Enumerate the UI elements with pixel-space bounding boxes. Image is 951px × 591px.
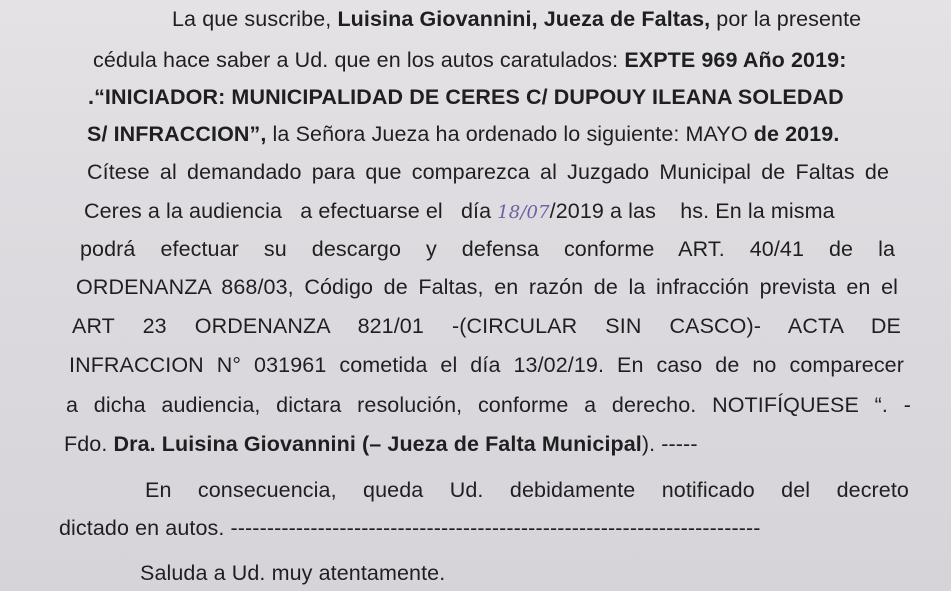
text-line-7: podrá efectuar su descargo y defensa conforme ART. 40/41 de la bbox=[80, 237, 895, 261]
text-line-11: a dicha audiencia, dictara resolución, conforme a derecho. NOTIFÍQUESE “. - bbox=[66, 393, 911, 417]
text-line-15: Saluda a Ud. muy atentamente. bbox=[140, 561, 446, 585]
text-line-5: Cítese al demandado para que comparezca al Juzgado Municipal de Faltas de bbox=[87, 160, 889, 184]
case-number: EXPTE 969 Año 2019: bbox=[624, 48, 847, 72]
text-line-10: INFRACCION N° 031961 cometida el día 13/02/19. En caso de no comparecer bbox=[69, 353, 904, 377]
case-title-end: S/ INFRACCION”, bbox=[87, 122, 267, 146]
signature-name: Dra. Luisina Giovannini (– Jueza de Falta Municipal bbox=[113, 432, 642, 456]
text-line-13: En consecuencia, queda Ud. debidamente notificado del decreto bbox=[145, 478, 909, 502]
text-line-3 bbox=[88, 82, 844, 112]
text-line-12: Fdo. Dra. Luisina Giovannini (– Jueza de Falta Municipal). ----- bbox=[64, 432, 698, 456]
text-line-2: cédula hace saber a Ud. que en los autos caratulados: EXPTE 969 Año 2019: bbox=[93, 48, 847, 72]
text-line-8: ORDENANZA 868/03, Código de Faltas, en razón de la infracción prevista en el bbox=[76, 275, 898, 299]
text-line-9: ART 23 ORDENANZA 821/01 -(CIRCULAR SIN CASCO)- ACTA DE bbox=[72, 314, 901, 338]
case-title: .“INICIADOR: MUNICIPALIDAD DE CERES C/ DUPOUY ILEANA SOLEDAD bbox=[88, 85, 844, 109]
text-line-1: La que suscribe, Luisina Giovannini, Jueza de Faltas, por la presente bbox=[172, 7, 862, 31]
text-line-4: S/ INFRACCION”, la Señora Jueza ha ordenado lo siguiente: MAYO de 2019. bbox=[87, 122, 840, 146]
order-date: de 2019. bbox=[753, 122, 840, 146]
text-line-14: dictado en autos. ------------------------------------------------------------------------- bbox=[59, 516, 761, 540]
text-line-6: Ceres a la audiencia a efectuarse el día 18/07/2019 a las hs. En la misma bbox=[84, 199, 835, 223]
handwritten-date: 18/07 bbox=[497, 202, 550, 223]
judge-name: Luisina Giovannini, Jueza de Faltas, bbox=[337, 7, 711, 31]
